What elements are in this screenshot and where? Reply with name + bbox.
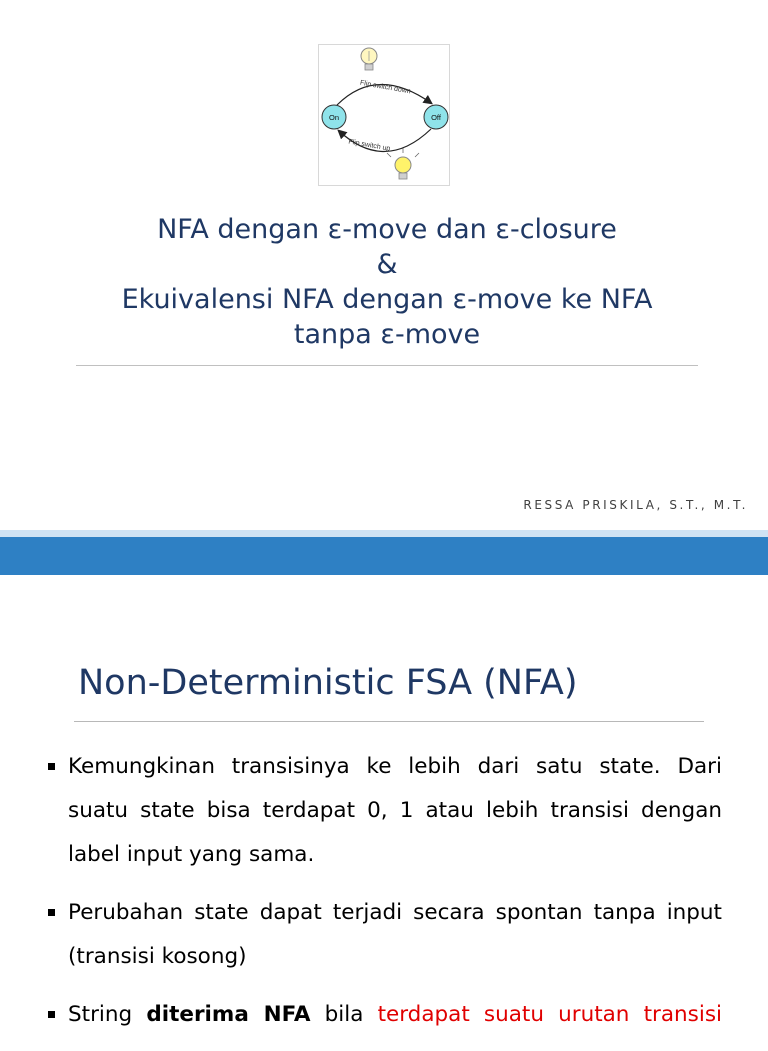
edge-label-bottom: Flip switch up [347, 138, 391, 153]
bullet-square-icon [48, 1011, 55, 1018]
bullet-list [46, 745, 722, 1051]
slide-title [40, 212, 734, 352]
bullet-3-bold: diterima NFA [146, 1002, 311, 1027]
lightbulb-bottom-icon [387, 148, 419, 179]
title-line-3: Ekuivalensi NFA dengan ε-move ke NFA [121, 284, 653, 315]
bullet-3-middle: bila [310, 1002, 378, 1027]
bullet-2-line-1: Perubahan state dapat terjadi secara spontan tanpa input [68, 900, 722, 925]
switch-automaton-figure [318, 44, 450, 186]
bullet-1-line-2: suatu state bisa terdapat 0, 1 atau lebih transisi dengan [68, 798, 722, 823]
bullet-2-line-2: (transisi kosong) [68, 944, 247, 969]
heading-divider [74, 721, 704, 722]
bullet-item-1 [46, 745, 722, 877]
slide-separator-band [0, 537, 768, 575]
title-line-4: tanpa ε-move [293, 319, 481, 350]
bullet-item-3 [46, 993, 722, 1037]
slide-separator-light [0, 530, 768, 537]
switch-diagram [319, 45, 451, 187]
title-divider [76, 365, 698, 366]
lightbulb-top-icon [361, 48, 377, 70]
state-off-label: Off [431, 113, 441, 122]
author-name: RESSA PRISKILA, S.T., M.T. [523, 498, 748, 512]
bullet-3-line-1 [68, 993, 722, 1037]
edge-label-top: Flip switch down [359, 79, 412, 96]
slide-heading: Non-Deterministic FSA (NFA) [78, 663, 578, 703]
title-line-1: NFA dengan ε-move dan ε-closure [157, 214, 617, 245]
bullet-1-line-1: Kemungkinan transisinya ke lebih dari satu state. Dari [68, 754, 722, 779]
bullet-square-icon [48, 909, 55, 916]
bullet-3-prefix: String [68, 1002, 147, 1027]
bullet-square-icon [48, 763, 55, 770]
title-line-2: & [376, 249, 398, 280]
bullet-item-2 [46, 891, 722, 979]
bullet-1-line-3: label input yang sama. [68, 842, 315, 867]
bullet-3-highlight: terdapat suatu urutan transisi [377, 1002, 723, 1027]
state-on-label: On [328, 113, 340, 122]
content-slide [0, 575, 768, 1027]
